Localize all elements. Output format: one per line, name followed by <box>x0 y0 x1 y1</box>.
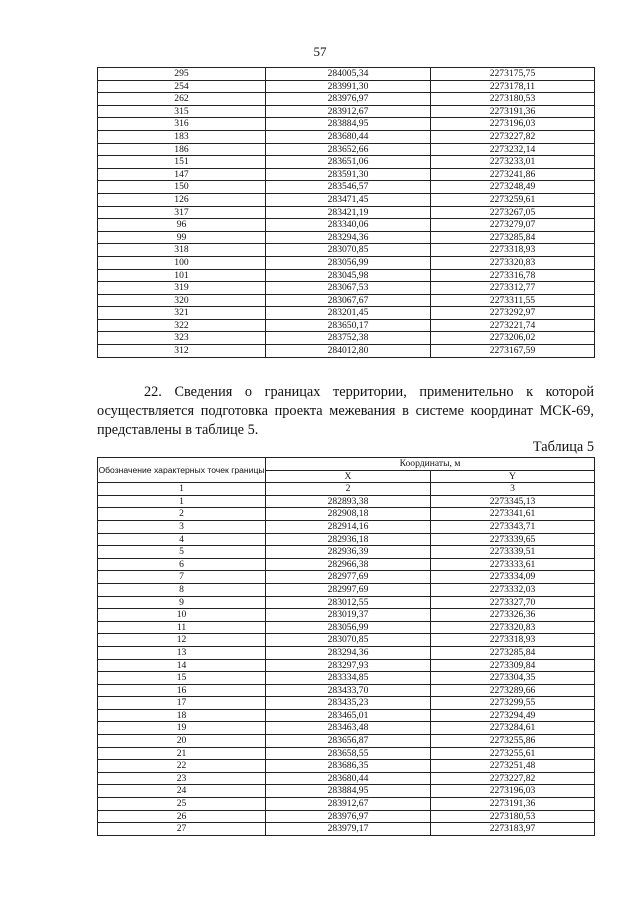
point-number-cell: 11 <box>98 621 266 634</box>
point-number-cell: 16 <box>98 684 266 697</box>
x-coordinate-cell: 283656,87 <box>266 735 431 748</box>
table-row <box>98 68 595 81</box>
point-number-cell: 1 <box>98 495 266 508</box>
x-coordinate-cell: 284005,34 <box>266 68 431 81</box>
point-number-cell: 323 <box>98 332 266 345</box>
table-row <box>98 621 595 634</box>
table-row <box>98 596 595 609</box>
point-number-cell: 27 <box>98 823 266 836</box>
x-coordinate-cell: 282908,18 <box>266 508 431 521</box>
column-number-2: 2 <box>266 483 431 496</box>
y-coordinate-cell: 2273318,93 <box>431 634 595 647</box>
y-coordinate-cell: 2273178,11 <box>431 80 595 93</box>
x-coordinate-cell: 283591,30 <box>266 168 431 181</box>
table-row <box>98 269 595 282</box>
column-number-1: 1 <box>98 483 266 496</box>
table-row <box>98 798 595 811</box>
x-coordinate-cell: 282977,69 <box>266 571 431 584</box>
table-5-header <box>98 458 595 496</box>
y-coordinate-cell: 2273309,84 <box>431 659 595 672</box>
y-coordinate-cell: 2273326,36 <box>431 609 595 622</box>
header-x: X <box>266 470 431 483</box>
y-coordinate-cell: 2273180,53 <box>431 810 595 823</box>
y-coordinate-cell: 2273327,70 <box>431 596 595 609</box>
table-row <box>98 684 595 697</box>
y-coordinate-cell: 2273294,49 <box>431 709 595 722</box>
table-row <box>98 823 595 836</box>
table-row <box>98 244 595 257</box>
point-number-cell: 22 <box>98 760 266 773</box>
y-coordinate-cell: 2273255,86 <box>431 735 595 748</box>
point-number-cell: 10 <box>98 609 266 622</box>
point-number-cell: 18 <box>98 709 266 722</box>
y-coordinate-cell: 2273289,66 <box>431 684 595 697</box>
point-number-cell: 7 <box>98 571 266 584</box>
y-coordinate-cell: 2273248,49 <box>431 181 595 194</box>
y-coordinate-cell: 2273332,03 <box>431 583 595 596</box>
table-row <box>98 760 595 773</box>
y-coordinate-cell: 2273285,84 <box>431 231 595 244</box>
x-coordinate-cell: 283019,37 <box>266 609 431 622</box>
table-row <box>98 181 595 194</box>
y-coordinate-cell: 2273251,48 <box>431 760 595 773</box>
y-coordinate-cell: 2273316,78 <box>431 269 595 282</box>
y-coordinate-cell: 2273292,97 <box>431 307 595 320</box>
x-coordinate-cell: 283067,53 <box>266 282 431 295</box>
point-number-cell: 20 <box>98 735 266 748</box>
point-number-cell: 320 <box>98 294 266 307</box>
table-row <box>98 332 595 345</box>
y-coordinate-cell: 2273299,55 <box>431 697 595 710</box>
x-coordinate-cell: 283979,17 <box>266 823 431 836</box>
x-coordinate-cell: 282966,38 <box>266 558 431 571</box>
y-coordinate-cell: 2273183,97 <box>431 823 595 836</box>
point-number-cell: 316 <box>98 118 266 131</box>
point-number-cell: 151 <box>98 156 266 169</box>
point-number-cell: 317 <box>98 206 266 219</box>
x-coordinate-cell: 284012,80 <box>266 345 431 358</box>
y-coordinate-cell: 2273320,83 <box>431 256 595 269</box>
x-coordinate-cell: 283070,85 <box>266 634 431 647</box>
y-coordinate-cell: 2273232,14 <box>431 143 595 156</box>
table-row <box>98 709 595 722</box>
x-coordinate-cell: 283294,36 <box>266 646 431 659</box>
y-coordinate-cell: 2273284,61 <box>431 722 595 735</box>
point-number-cell: 9 <box>98 596 266 609</box>
y-coordinate-cell: 2273334,09 <box>431 571 595 584</box>
x-coordinate-cell: 283912,67 <box>266 798 431 811</box>
point-number-cell: 6 <box>98 558 266 571</box>
point-number-cell: 17 <box>98 697 266 710</box>
table-row <box>98 609 595 622</box>
x-coordinate-cell: 283070,85 <box>266 244 431 257</box>
point-number-cell: 295 <box>98 68 266 81</box>
point-number-cell: 26 <box>98 810 266 823</box>
x-coordinate-cell: 283652,66 <box>266 143 431 156</box>
table-row <box>98 193 595 206</box>
point-number-cell: 8 <box>98 583 266 596</box>
y-coordinate-cell: 2273227,82 <box>431 772 595 785</box>
y-coordinate-cell: 2273241,86 <box>431 168 595 181</box>
x-coordinate-cell: 283465,01 <box>266 709 431 722</box>
x-coordinate-cell: 283884,95 <box>266 785 431 798</box>
table-row <box>98 495 595 508</box>
x-coordinate-cell: 283651,06 <box>266 156 431 169</box>
x-coordinate-cell: 282936,18 <box>266 533 431 546</box>
point-number-cell: 100 <box>98 256 266 269</box>
x-coordinate-cell: 283976,97 <box>266 93 431 106</box>
table-row <box>98 785 595 798</box>
table-row <box>98 772 595 785</box>
x-coordinate-cell: 283463,48 <box>266 722 431 735</box>
x-coordinate-cell: 283433,70 <box>266 684 431 697</box>
table-row <box>98 722 595 735</box>
table-row <box>98 118 595 131</box>
y-coordinate-cell: 2273339,65 <box>431 533 595 546</box>
table-row <box>98 508 595 521</box>
x-coordinate-cell: 283680,44 <box>266 772 431 785</box>
x-coordinate-cell: 283297,93 <box>266 659 431 672</box>
y-coordinate-cell: 2273320,83 <box>431 621 595 634</box>
y-coordinate-cell: 2273191,36 <box>431 105 595 118</box>
table-row <box>98 282 595 295</box>
x-coordinate-cell: 283976,97 <box>266 810 431 823</box>
section-22-paragraph: 22. Сведения о границах территории, применительно к которой осуществляется подготовка проекта межевания в системе координат МСК-69, представлены в таблице 5. <box>97 384 594 438</box>
y-coordinate-cell: 2273333,61 <box>431 558 595 571</box>
y-coordinate-cell: 2273285,84 <box>431 646 595 659</box>
point-number-cell: 4 <box>98 533 266 546</box>
point-number-cell: 147 <box>98 168 266 181</box>
x-coordinate-cell: 283012,55 <box>266 596 431 609</box>
table-row <box>98 520 595 533</box>
x-coordinate-cell: 283752,38 <box>266 332 431 345</box>
y-coordinate-cell: 2273343,71 <box>431 520 595 533</box>
page-number: 57 <box>313 44 327 59</box>
point-number-cell: 5 <box>98 546 266 559</box>
y-coordinate-cell: 2273180,53 <box>431 93 595 106</box>
x-coordinate-cell: 283435,23 <box>266 697 431 710</box>
point-number-cell: 312 <box>98 345 266 358</box>
point-number-cell: 315 <box>98 105 266 118</box>
x-coordinate-cell: 283884,95 <box>266 118 431 131</box>
table-row <box>98 583 595 596</box>
table-row <box>98 672 595 685</box>
x-coordinate-cell: 283340,06 <box>266 219 431 232</box>
x-coordinate-cell: 283546,57 <box>266 181 431 194</box>
point-number-cell: 2 <box>98 508 266 521</box>
y-coordinate-cell: 2273221,74 <box>431 319 595 332</box>
table-row <box>98 735 595 748</box>
table-row <box>98 130 595 143</box>
point-number-cell: 126 <box>98 193 266 206</box>
point-number-cell: 321 <box>98 307 266 320</box>
y-coordinate-cell: 2273255,61 <box>431 747 595 760</box>
x-coordinate-cell: 282997,69 <box>266 583 431 596</box>
table-row <box>98 558 595 571</box>
y-coordinate-cell: 2273233,01 <box>431 156 595 169</box>
coordinates-table-continued-body <box>98 68 595 358</box>
point-number-cell: 318 <box>98 244 266 257</box>
y-coordinate-cell: 2273196,03 <box>431 118 595 131</box>
table-5 <box>97 457 595 836</box>
table-row <box>98 546 595 559</box>
table-row <box>98 571 595 584</box>
point-number-cell: 24 <box>98 785 266 798</box>
table-row <box>98 307 595 320</box>
point-number-cell: 3 <box>98 520 266 533</box>
table-row <box>98 219 595 232</box>
y-coordinate-cell: 2273206,02 <box>431 332 595 345</box>
x-coordinate-cell: 283650,17 <box>266 319 431 332</box>
y-coordinate-cell: 2273167,59 <box>431 345 595 358</box>
table-row <box>98 747 595 760</box>
point-number-cell: 150 <box>98 181 266 194</box>
point-number-cell: 99 <box>98 231 266 244</box>
table-5-column-numbers-row <box>98 483 595 496</box>
y-coordinate-cell: 2273191,36 <box>431 798 595 811</box>
point-number-cell: 15 <box>98 672 266 685</box>
y-coordinate-cell: 2273227,82 <box>431 130 595 143</box>
point-number-cell: 183 <box>98 130 266 143</box>
y-coordinate-cell: 2273175,75 <box>431 68 595 81</box>
point-number-cell: 262 <box>98 93 266 106</box>
y-coordinate-cell: 2273259,61 <box>431 193 595 206</box>
point-number-cell: 12 <box>98 634 266 647</box>
point-number-cell: 254 <box>98 80 266 93</box>
point-number-cell: 14 <box>98 659 266 672</box>
table-row <box>98 168 595 181</box>
y-coordinate-cell: 2273345,13 <box>431 495 595 508</box>
y-coordinate-cell: 2273312,77 <box>431 282 595 295</box>
x-coordinate-cell: 283201,45 <box>266 307 431 320</box>
y-coordinate-cell: 2273267,05 <box>431 206 595 219</box>
point-number-cell: 96 <box>98 219 266 232</box>
x-coordinate-cell: 283056,99 <box>266 256 431 269</box>
coordinates-table-continued <box>97 67 595 358</box>
table-row <box>98 697 595 710</box>
table-row <box>98 93 595 106</box>
y-coordinate-cell: 2273341,61 <box>431 508 595 521</box>
header-coordinates: Координаты, м <box>266 458 595 471</box>
x-coordinate-cell: 283421,19 <box>266 206 431 219</box>
point-number-cell: 23 <box>98 772 266 785</box>
table-row <box>98 256 595 269</box>
x-coordinate-cell: 283991,30 <box>266 80 431 93</box>
x-coordinate-cell: 283294,36 <box>266 231 431 244</box>
y-coordinate-cell: 2273311,55 <box>431 294 595 307</box>
y-coordinate-cell: 2273339,51 <box>431 546 595 559</box>
x-coordinate-cell: 283045,98 <box>266 269 431 282</box>
x-coordinate-cell: 283686,35 <box>266 760 431 773</box>
y-coordinate-cell: 2273279,07 <box>431 219 595 232</box>
y-coordinate-cell: 2273318,93 <box>431 244 595 257</box>
x-coordinate-cell: 282914,16 <box>266 520 431 533</box>
table-row <box>98 156 595 169</box>
table-row <box>98 646 595 659</box>
x-coordinate-cell: 283067,67 <box>266 294 431 307</box>
table-row <box>98 143 595 156</box>
x-coordinate-cell: 283334,85 <box>266 672 431 685</box>
point-number-cell: 186 <box>98 143 266 156</box>
header-y: Y <box>431 470 595 483</box>
table-row <box>98 810 595 823</box>
point-number-cell: 25 <box>98 798 266 811</box>
point-number-cell: 319 <box>98 282 266 295</box>
table-row <box>98 533 595 546</box>
x-coordinate-cell: 283680,44 <box>266 130 431 143</box>
table-row <box>98 294 595 307</box>
table-row <box>98 634 595 647</box>
table-5-header-row <box>98 458 595 471</box>
y-coordinate-cell: 2273196,03 <box>431 785 595 798</box>
column-number-3: 3 <box>431 483 595 496</box>
table-row <box>98 231 595 244</box>
header-point-designation: Обозначение характерных точек границы <box>98 458 266 483</box>
table-row <box>98 206 595 219</box>
point-number-cell: 21 <box>98 747 266 760</box>
table-row <box>98 659 595 672</box>
table-row <box>98 80 595 93</box>
x-coordinate-cell: 283471,45 <box>266 193 431 206</box>
point-number-cell: 322 <box>98 319 266 332</box>
table-row <box>98 345 595 358</box>
table-5-caption: Таблица 5 <box>532 439 594 455</box>
x-coordinate-cell: 283912,67 <box>266 105 431 118</box>
table-row <box>98 319 595 332</box>
x-coordinate-cell: 283658,55 <box>266 747 431 760</box>
y-coordinate-cell: 2273304,35 <box>431 672 595 685</box>
x-coordinate-cell: 282936,39 <box>266 546 431 559</box>
point-number-cell: 19 <box>98 722 266 735</box>
x-coordinate-cell: 283056,99 <box>266 621 431 634</box>
x-coordinate-cell: 282893,38 <box>266 495 431 508</box>
table-5-body <box>98 495 595 835</box>
point-number-cell: 101 <box>98 269 266 282</box>
point-number-cell: 13 <box>98 646 266 659</box>
table-row <box>98 105 595 118</box>
